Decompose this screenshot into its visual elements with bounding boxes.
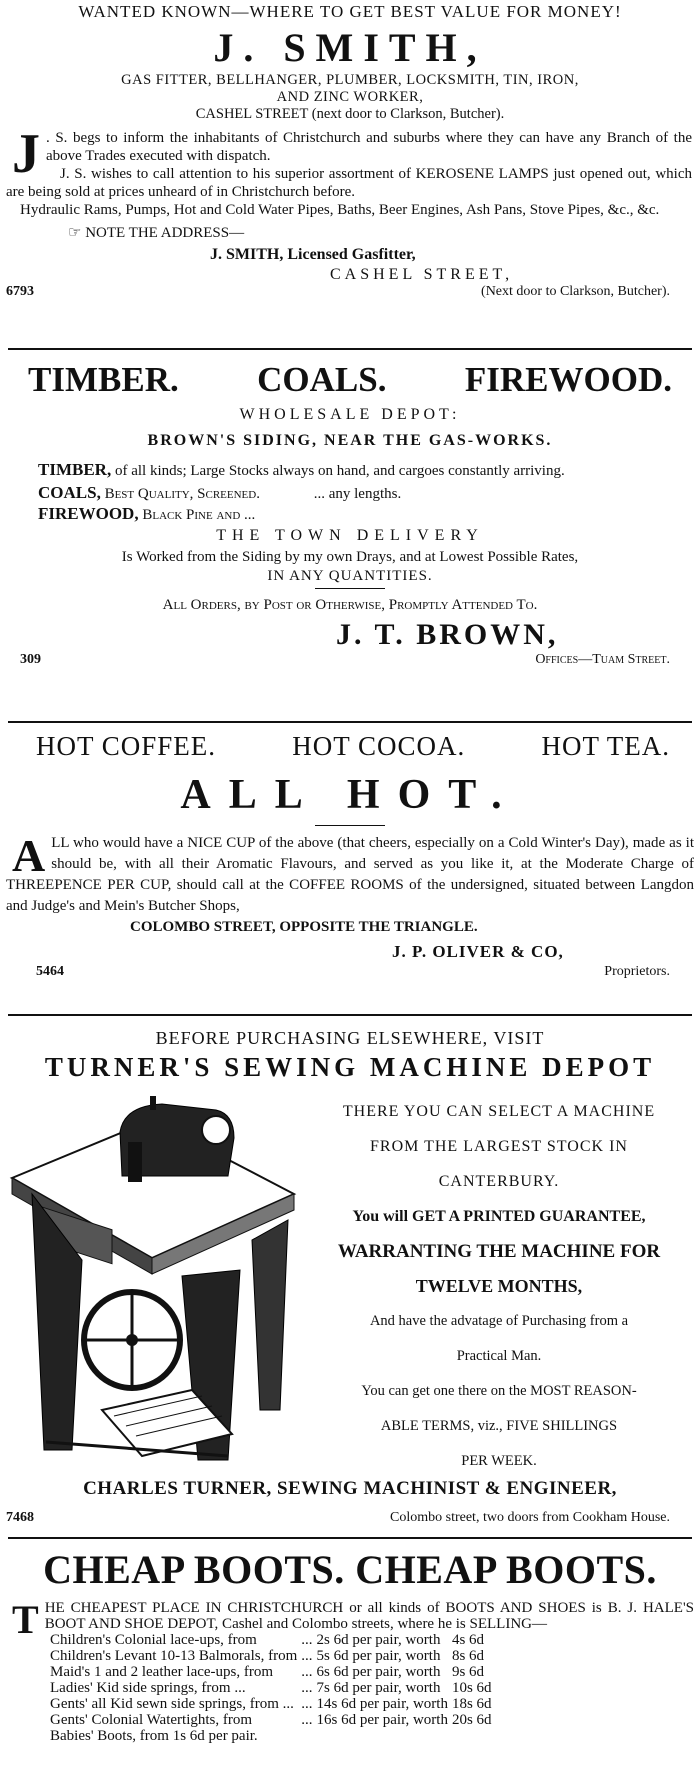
price-worth: 8s 6d (451, 1648, 485, 1664)
smith-ref-number: 6793 (6, 284, 34, 299)
brown-firewood-label: FIREWOOD, (38, 504, 139, 523)
price-item: Gents' Colonial Watertights, from (50, 1712, 253, 1728)
oliver-dropcap: A (12, 830, 46, 881)
hale-babies: Babies' Boots, from 1s 6d per pair. (50, 1728, 258, 1744)
brown-coals-text: Best Quality, Screened. (104, 486, 260, 502)
price-worth: 20s 6d (451, 1712, 492, 1728)
oliver-para: LL who would have a NICE CUP of the above (that cheers, especially on a Cold Winter's Day), made as it should be, with all their Aromatic Flavours, and served as you like it, at the Moderate Charge of THREEPENCE PER CUP, should call at the COFFEE ROOMS of the undersigned, situated between Langdon and Judge's and Mein's Butcher Shops, (6, 835, 694, 914)
price-dots: ... (301, 1712, 313, 1728)
smith-note: NOTE THE ADDRESS— (85, 225, 245, 241)
smith-name: J. SMITH, (213, 25, 487, 70)
price-worth: 4s 6d (451, 1632, 485, 1648)
price-item: Ladies' Kid side springs, from ... (50, 1680, 246, 1696)
price-value: 2s 6d per pair, worth (316, 1632, 441, 1648)
brown-coals-tail: ... any lengths. (313, 486, 402, 502)
brown-worked: Is Worked from the Siding by my own Drays, and at Lowest Possible Rates, (121, 549, 579, 565)
oliver-sig-name: J. P. OLIVER & CO, (392, 942, 564, 961)
oliver-address: COLOMBO STREET, OPPOSITE THE TRIANGLE. (130, 919, 478, 935)
oliver-hot-coffee: HOT COFFEE. (36, 731, 217, 761)
divider (8, 1014, 692, 1016)
smith-address-line: CASHEL STREET (next door to Clarkson, Butcher). (195, 106, 505, 122)
table-row (50, 1648, 496, 1664)
brown-headline-firewood: FIREWOOD. (464, 360, 672, 399)
turner-sig-name: CHARLES TURNER, SEWING MACHINIST & ENGINEER, (83, 1478, 617, 1499)
brown-sig-name: J. T. BROWN, (336, 618, 559, 651)
smith-sig-name: J. SMITH, Licensed Gasfitter, (210, 246, 416, 263)
table-row (50, 1664, 496, 1680)
hale-headline: CHEAP BOOTS. CHEAP BOOTS. (43, 1547, 657, 1592)
turner-line-10: ABLE TERMS, viz., FIVE SHILLINGS (380, 1418, 618, 1434)
table-row (50, 1680, 496, 1696)
price-dots: ... (301, 1696, 313, 1712)
smith-advert (0, 0, 700, 300)
turner-advert (0, 1018, 700, 1525)
turner-headline: TURNER'S SEWING MACHINE DEPOT (44, 1052, 656, 1082)
hale-advert (0, 1542, 700, 1744)
price-value: 7s 6d per pair, worth (316, 1680, 441, 1696)
hale-dropcap: T (12, 1597, 39, 1642)
turner-line-7: And have the advatage of Purchasing from a (369, 1313, 629, 1329)
turner-line-5: WARRANTING THE MACHINE FOR (337, 1241, 661, 1262)
oliver-advert (0, 724, 700, 980)
brown-depot: WHOLESALE DEPOT: (239, 406, 461, 423)
turner-line-11: PER WEEK. (461, 1453, 537, 1469)
oliver-proprietors: Proprietors. (604, 964, 670, 979)
turner-line-6: TWELVE MONTHS, (415, 1276, 583, 1296)
turner-address: Colombo street, two doors from Cookham House. (390, 1510, 670, 1525)
brown-coals-label: COALS, (38, 483, 101, 502)
price-item: Maid's 1 and 2 leather lace-ups, from (50, 1664, 274, 1680)
brown-firewood-text: Black Pine and ... (142, 507, 256, 523)
brown-advert (0, 352, 700, 668)
turner-line-1: THERE YOU CAN SELECT A MACHINE (342, 1103, 656, 1120)
brown-headline-coals: COALS. (257, 360, 387, 399)
price-value: 6s 6d per pair, worth (316, 1664, 441, 1680)
sewing-machine-illustration (2, 1090, 302, 1478)
brown-headline-timber: TIMBER. (28, 360, 179, 399)
price-item: Gents' all Kid sewn side springs, from ... (50, 1696, 294, 1712)
oliver-hot-cocoa: HOT COCOA. (292, 731, 466, 761)
hale-intro: HE CHEAPEST PLACE IN CHRISTCHURCH or all kinds of BOOTS AND SHOES is B. J. HALE'S BOOT AND SHOE DEPOT, Cashel and Colombo streets, where he is SELLING— (44, 1600, 694, 1632)
brown-town-delivery: THE TOWN DELIVERY (216, 527, 484, 544)
price-dots: ... (301, 1632, 313, 1648)
turner-line-8: Practical Man. (456, 1348, 542, 1364)
smith-trades-line2: AND ZINC WORKER, (276, 89, 424, 105)
smith-para3: Hydraulic Rams, Pumps, Hot and Cold Water Pipes, Baths, Beer Engines, Ash Pans, Stove Pipes, &c., &c. (20, 202, 660, 218)
price-dots: ... (301, 1664, 313, 1680)
turner-line-3: CANTERBURY. (438, 1173, 560, 1190)
table-row (50, 1712, 496, 1728)
brown-timber-text: of all kinds; Large Stocks always on hand, and cargoes constantly arriving. (114, 463, 565, 479)
brown-offices: Offices—Tuam Street. (535, 652, 670, 667)
turner-line-9: You can get one there on the MOST REASON- (361, 1383, 637, 1399)
price-item: Children's Levant 10-13 Balmorals, from (50, 1648, 298, 1664)
price-worth: 9s 6d (451, 1664, 485, 1680)
brown-siding: BROWN'S SIDING, NEAR THE GAS-WORKS. (147, 432, 553, 449)
price-item: Children's Colonial lace-ups, from (50, 1632, 257, 1648)
turner-line-2: FROM THE LARGEST STOCK IN (370, 1138, 628, 1155)
brown-ref-number: 309 (20, 652, 41, 667)
smith-sig-next: (Next door to Clarkson, Butcher). (481, 284, 670, 299)
price-dots: ... (301, 1648, 313, 1664)
price-value: 16s 6d per pair, worth (316, 1712, 448, 1728)
divider (8, 721, 692, 723)
table-row (50, 1632, 496, 1648)
turner-before: BEFORE PURCHASING ELSEWHERE, VISIT (155, 1028, 545, 1048)
smith-dropcap: J (12, 123, 40, 185)
price-worth: 10s 6d (451, 1680, 492, 1696)
divider (8, 1537, 692, 1539)
price-worth: 18s 6d (451, 1696, 492, 1712)
smith-para1: . S. begs to inform the inhabitants of Christchurch and suburbs where they can have any Branch of the above Trades executed with dispatch. (46, 130, 692, 164)
table-row (50, 1696, 496, 1712)
divider (8, 348, 692, 350)
hale-price-table (50, 1632, 496, 1728)
smith-banner: WANTED KNOWN—WHERE TO GET BEST VALUE FOR MONEY! (78, 2, 622, 21)
oliver-headline: ALL HOT. (180, 772, 520, 818)
turner-line-4: You will GET A PRINTED GUARANTEE, (352, 1208, 646, 1225)
price-value: 14s 6d per pair, worth (316, 1696, 448, 1712)
oliver-hot-tea: HOT TEA. (541, 731, 670, 761)
smith-trades-line1: GAS FITTER, BELLHANGER, PLUMBER, LOCKSMITH, TIN, IRON, (121, 72, 579, 88)
smith-para2: J. S. wishes to call attention to his superior assortment of KEROSENE LAMPS just opened out, which are being sold at prices unheard of in Christchurch before. (6, 166, 692, 200)
brown-orders: All Orders, by Post or Otherwise, Promptly Attended To. (162, 597, 538, 613)
price-dots: ... (301, 1680, 313, 1696)
pointing-hand-icon: ☞ (68, 225, 82, 241)
smith-sig-street: CASHEL STREET, (330, 266, 514, 283)
oliver-ref-number: 5464 (36, 964, 64, 979)
brown-timber-label: TIMBER, (38, 460, 112, 479)
turner-ref-number: 7468 (6, 1510, 34, 1525)
brown-quantities: IN ANY QUANTITIES. (267, 568, 433, 584)
price-value: 5s 6d per pair, worth (316, 1648, 441, 1664)
